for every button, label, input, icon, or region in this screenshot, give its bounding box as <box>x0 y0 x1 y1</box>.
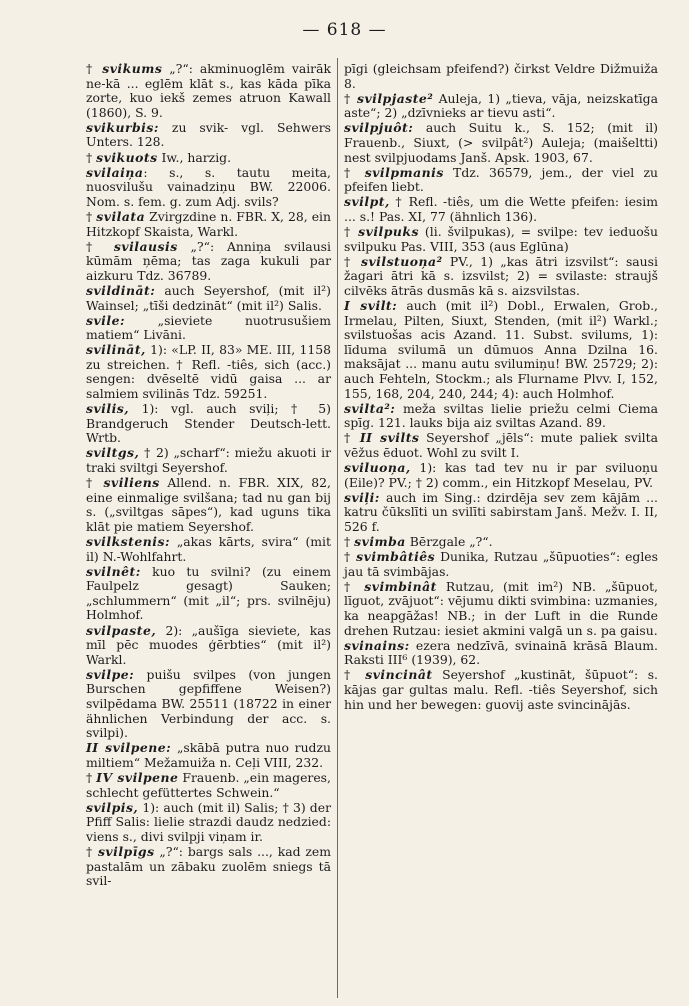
dictionary-entry <box>344 166 658 195</box>
entry-body: 1): kas tad tev nu ir par sviluoņu (Eile)? PV.; † 2) comm., ein Hitzkopf Meselau, PV. <box>344 460 658 490</box>
entry-body: : s., s. tautu meita, nuosvilušu vainadziņu BW. 22006. Nom. s. fem. g. zum Adj. svils? <box>86 164 331 209</box>
entry-headword: svincinât <box>365 667 433 683</box>
entry-dagger: † <box>86 238 114 254</box>
entry-headword: svile: <box>86 312 126 328</box>
entry-body: 1): «LP. II, 83» ME. III, 1158 zu streichen. † Refl. -tiês, sich (acc.) sengen: dvēseltē vidū gaisa ... ar salmiem svilinās Tdz. 59251. <box>86 342 331 402</box>
dictionary-entry <box>344 550 658 579</box>
dictionary-entry <box>86 166 331 210</box>
entry-dagger: † <box>86 61 103 76</box>
entry-body: † 2) „scharf“: miežu akuoti ir traki sviltgi Seyershof. <box>86 445 331 476</box>
entry-body: ezera nedzīvā, svinainā krāsā Blaum. Raksti III⁶ (1939), 62. <box>344 637 658 668</box>
entry-body: Dunika, Rutzau „šūpuoties“: egles jau tā svimbājas. <box>344 549 658 579</box>
entry-headword: II svilpene: <box>86 740 172 756</box>
dictionary-entry <box>344 431 658 460</box>
dictionary-entry <box>86 624 331 668</box>
entry-headword: svilata <box>96 208 146 224</box>
entry-body: Tdz. 36579, jem., der viel zu pfeifen liebt. <box>344 164 659 195</box>
dictionary-entry <box>344 121 658 165</box>
entry-headword: svilināt, <box>86 342 146 358</box>
entry-body: auch (mit il²) Dobl., Erwalen, Grob., Irmelau, Pilten, Siuxt, Stenden, (mit il²) Warkl.; svilstuošas acis Azand. 11. Subst. svilums, 1): līduma svilumā un dūmuos Anna Dzilna 16. maksājat ... manu autu svilumiņu! BW. 25729; 2): auch Fehteln, Stockm.; als Flurname Plvv. I, 152, 155, 168, 204, 240, 244; 4): auch Holmhof. <box>344 298 658 401</box>
entry-headword: sviliens <box>103 475 160 491</box>
entry-body: kuo tu svilni? (zu einem Faulpelz gesagt) Sauken; „schlummern“ (mit „il“; prs. svilnēju) Holmhof. <box>86 563 331 623</box>
dictionary-entry <box>344 195 658 224</box>
entry-body: zu svik- vgl. Sehwers Unters. 128. <box>86 119 331 150</box>
entry-headword: svilpmanis <box>364 164 444 180</box>
entry-headword: svilaiņa <box>86 164 144 180</box>
dictionary-entry <box>344 92 658 121</box>
entry-body: 1): vgl. auch sviļi; † 5) Brandgeruch Stender Deutsch-lett. Wrtb. <box>86 401 331 446</box>
entry-headword: svikums <box>102 61 163 76</box>
dictionary-entry <box>86 343 331 401</box>
entry-headword: svinains: <box>344 637 410 653</box>
entry-body: pīgi (gleichsam pfeifend?) čirkst Veldre Dižmuiža 8. <box>344 61 658 91</box>
entry-body: „sieviete nuotrusušiem matiem“ Livāni. <box>86 312 331 343</box>
left-column <box>86 62 331 889</box>
dictionary-entry <box>86 801 331 845</box>
dictionary-entry <box>86 284 331 313</box>
entry-headword: svilta²: <box>344 400 396 416</box>
entry-body: (li. švilpukas), = svilpe: tev ieduošu svilpuku Pas. VIII, 353 (aus Eglūna) <box>344 224 658 254</box>
dictionary-entry <box>86 121 331 150</box>
entry-headword: sviltgs, <box>86 445 140 461</box>
dictionary-entry <box>86 151 331 166</box>
entry-body: meža sviltas lielie priežu celmi Ciema spīg. 121. lauks bija aiz sviltas Azand. 89. <box>344 400 658 431</box>
entry-body: auch Suitu k., S. 152; (mit il) Frauenb., Siuxt, (> svilpât²) Auleja; (maišeltti) nest svilpjuodams Janš. Apsk. 1903, 67. <box>344 120 658 165</box>
entry-dagger: † <box>344 224 359 240</box>
dictionary-entry <box>86 771 331 800</box>
entry-body: Seyershof „jēls“: mute paliek svilta vēžus ēduot. Wohl zu svilt I. <box>344 430 658 460</box>
dictionary-entry <box>86 240 331 284</box>
entry-headword: svilis, <box>86 401 130 417</box>
entry-body: „akas kārts, svira“ (mit il) N.-Wohlfahrt. <box>86 534 331 564</box>
entry-headword: svilausis <box>113 238 178 254</box>
dictionary-entry <box>344 491 658 535</box>
entry-headword: svilnêt: <box>86 563 141 579</box>
entry-dagger: † <box>86 843 98 859</box>
entry-headword: svimbâtiês <box>356 549 436 565</box>
entry-headword: svilpuks <box>358 224 419 240</box>
dictionary-entry <box>344 639 658 668</box>
dictionary-entry <box>344 535 658 550</box>
entry-dagger: † <box>86 149 97 165</box>
dictionary-entry <box>86 741 331 770</box>
entry-headword: svimbinât <box>364 578 437 594</box>
entry-body: „?“: bargs sals ..., kad zem pastalām un zābaku zuolēm sniegs tā svil- <box>86 843 331 889</box>
dictionary-entry <box>86 476 331 534</box>
dictionary-entry <box>86 845 331 889</box>
entry-headword: svilpjuôt: <box>344 120 414 136</box>
entry-body: † Refl. -tiês, um die Wette pfeifen: iesim ... s.! Pas. XI, 77 (ähnlich 136). <box>344 194 658 224</box>
entry-headword: svilpt, <box>344 194 390 210</box>
entry-headword: sviļi: <box>344 489 380 505</box>
entry-headword: II svilts <box>359 430 420 446</box>
entry-body: auch im Sing.: dzirdēja sev zem kājām ... katru čūkslīti un svilīti sabirstam Janš. Mežv. I. II, 526 f. <box>344 489 658 534</box>
column-divider <box>337 58 338 998</box>
entry-body: 1): auch (mit il) Salis; † 3) der Pfiff Salis: lielie strazdi daudz nedzied: viens s., divi svilpji viņam ir. <box>86 799 331 844</box>
dictionary-entry <box>86 62 331 120</box>
dictionary-entry <box>344 402 658 431</box>
entry-dagger: † <box>344 253 361 269</box>
entry-body: Iw., harzig. <box>157 149 232 165</box>
entry-headword: svildināt: <box>86 282 156 298</box>
entry-dagger: † <box>86 475 104 491</box>
entry-body: Frauenb. „ein mageres, schlecht gefüttertes Schwein.“ <box>86 770 331 800</box>
entry-body: „?“: Anniņa svilausi kūmām ņēma; tas zaga kukuli par aizkuru Tdz. 36789. <box>86 238 331 283</box>
dictionary-entry <box>86 535 331 564</box>
right-column <box>344 62 658 713</box>
entry-headword: svilkstenis: <box>86 534 171 549</box>
entry-dagger: † <box>86 208 97 224</box>
entry-headword: svikurbis: <box>86 119 159 135</box>
dictionary-entry <box>86 402 331 446</box>
entry-body: Rutzau, (mit im²) NB. „šūpuot, līguot, zvājuot“: vējumu dikti svimbina: uzmanies, ka neapgāžas! NB.; in der Luft in die Runde drehen Rutzau: iesiet akmini valgā un s. pa gaisu. <box>344 578 658 638</box>
entry-dagger: † <box>344 578 365 594</box>
dictionary-entry <box>86 668 331 741</box>
entry-dagger: † <box>344 90 357 106</box>
dictionary-entry <box>344 225 658 254</box>
entry-dagger: † <box>86 770 97 785</box>
entry-headword: svimba <box>354 534 406 549</box>
entry-dagger: † <box>344 430 360 446</box>
entry-body: „?“: akminuoglēm vairāk ne-kā ... eglēm klāt s., kas kāda pīka zorte, kuo iekš zemes atruon Kawall (1860), S. 9. <box>86 61 332 120</box>
dictionary-entry <box>86 565 331 623</box>
dictionary-entry <box>344 62 658 91</box>
entry-body: 2): „aušīga sieviete, kas mīl pēc muodes ģērbties“ (mit il²) Warkl. <box>86 622 331 667</box>
entry-headword: svilpjaste² <box>356 90 434 106</box>
dictionary-entry <box>344 580 658 638</box>
entry-headword: svilpaste, <box>86 622 157 638</box>
entry-body: PV., 1) „kas ātri izsvilst“: sausi žagari ātri kā s. izsvilst; 2) = svilaste: straujš cilvēks ātrās dusmās kā s. aizsvilstas. <box>344 253 658 298</box>
entry-headword: I svilt: <box>344 298 398 313</box>
dictionary-entry <box>344 668 658 712</box>
entry-headword: IV svilpene <box>96 770 179 785</box>
dictionary-entry <box>344 461 658 490</box>
dictionary-entry <box>86 314 331 343</box>
entry-dagger: † <box>344 549 357 565</box>
entry-body: puišu svilpes (von jungen Burschen gepfiffene Weisen?) svilpēdama BW. 25511 (18722 in einer ähnlichen Verbindung der acc. s. svilpi). <box>86 666 331 741</box>
entry-body: Seyershof „kustināt, šūpuot“: s. kājas gar gultas malu. Refl. -tiês Seyershof, sich hin und her bewegen: guovij aste svincinājās. <box>344 667 658 712</box>
entry-body: „skābā putra nuo rudzu miltiem“ Mežamuiža n. Ceļi VIII, 232. <box>86 740 331 770</box>
entry-headword: svilpe: <box>86 666 135 682</box>
entry-body: auch Seyershof, (mit il²) Wainsel; „tīši dedzināt“ (mit il²) Salis. <box>86 282 331 313</box>
page-number: — 618 — <box>302 20 387 40</box>
dictionary-entry <box>344 255 658 299</box>
entry-body: Zvirgzdine n. FBR. X, 28, ein Hitzkopf Skaista, Warkl. <box>86 208 331 239</box>
dictionary-entry <box>86 210 331 239</box>
entry-body: Allend. n. FBR. XIX, 82, eine einmalige svilšana; tad nu gan bij s. („sviltgas sāpes“), kad uguns tika klāt pie matiem Seyershof. <box>86 475 331 534</box>
entry-dagger: † <box>344 667 366 683</box>
entry-body: Auleja, 1) „tieva, vāja, neizskatīga aste“; 2) „dzīvnieks ar tievu asti“. <box>344 90 658 121</box>
entry-headword: sviluoņa, <box>344 460 411 476</box>
entry-dagger: † <box>344 164 365 180</box>
entry-headword: svilstuoņa² <box>360 253 443 269</box>
dictionary-entry <box>344 299 658 401</box>
dictionary-entry <box>86 446 331 475</box>
entry-dagger: † <box>344 534 355 549</box>
entry-body: Bērzgale „?“. <box>405 534 493 549</box>
entry-headword: svikuots <box>96 149 158 165</box>
entry-headword: svilpis, <box>86 799 139 815</box>
entry-headword: svilpīgs <box>97 843 155 859</box>
